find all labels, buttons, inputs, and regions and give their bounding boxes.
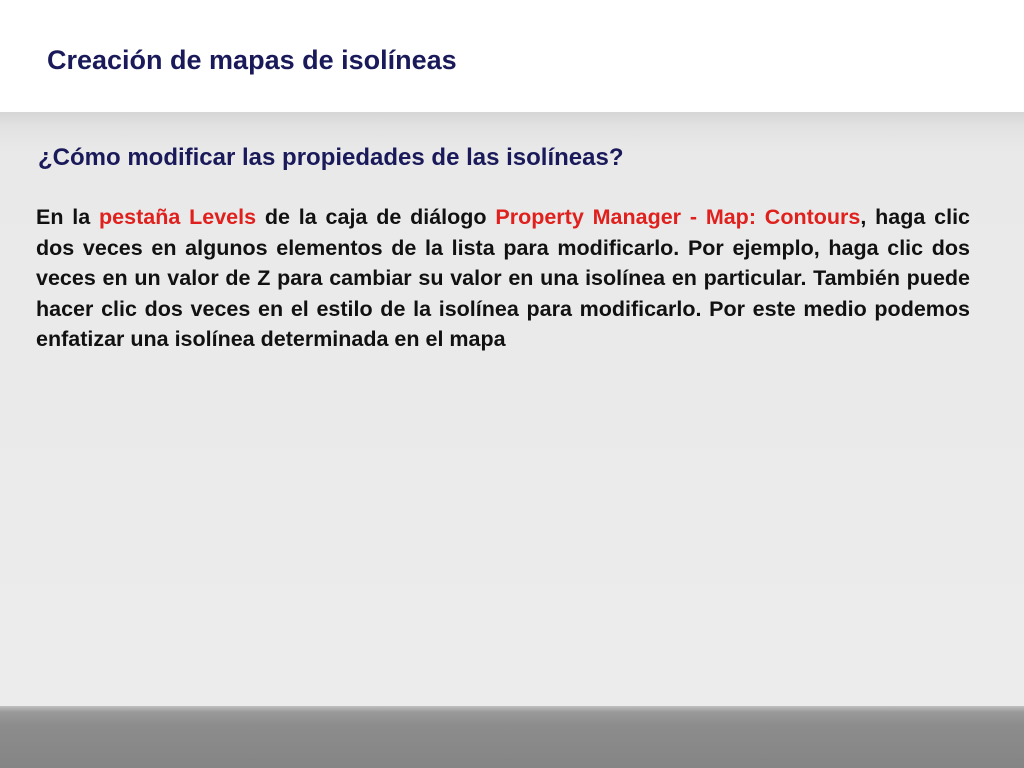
paragraph-text-1: En la: [36, 205, 100, 229]
section-subtitle: ¿Cómo modificar las propiedades de las isolíneas?: [38, 144, 624, 171]
paragraph-text-3: , haga clic dos veces en algunos elementos de la lista para modificarlo. Por ejemplo, haga clic dos veces en un valor de Z para cambiar su valor en una isolínea en particular. También puede hacer clic dos veces en el estilo de la isolínea para modificarlo. Por este medio podemos enfatizar una isolínea determinada en el mapa: [36, 205, 970, 351]
paragraph-text-2: de la caja de diálogo: [256, 205, 496, 229]
slide-header: [0, 0, 1024, 112]
footer-bar: [0, 706, 1024, 768]
content-area: [0, 112, 1024, 706]
body-paragraph: [36, 202, 970, 355]
slide-title: Creación de mapas de isolíneas: [47, 45, 457, 75]
highlight-levels-tab: pestaña Levels: [99, 205, 257, 229]
highlight-property-manager: Property Manager - Map: Contours: [495, 205, 861, 229]
